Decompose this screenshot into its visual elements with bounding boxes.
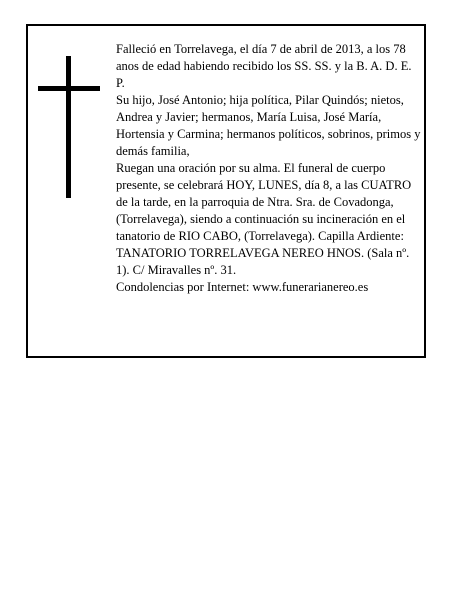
obituary-notice [26, 24, 426, 358]
condolences-line: Condolencias por Internet: www.funerarianereo.es [116, 280, 369, 294]
cross-icon [38, 56, 100, 198]
obituary-text [116, 41, 422, 296]
death-announcement: Falleció en Torrelavega, el día 7 de abril de 2013, a los 78 anos de edad habiendo recibido los SS. SS. y la B. A. D. E. P. [116, 42, 412, 90]
cross-horizontal-bar [38, 86, 100, 91]
family-list: Su hijo, José Antonio; hija política, Pilar Quindós; nietos, Andrea y Javier; hermanos, María Luisa, José María, Hortensia y Carmina; hermanos políticos, sobrinos, primos y demás familia, [116, 93, 421, 158]
cross-vertical-bar [66, 56, 71, 198]
funeral-details: Ruegan una oración por su alma. El funeral de cuerpo presente, se celebrará HOY, LUNES, día 8, a las CUATRO de la tarde, en la parroquia de Ntra. Sra. de Covadonga, (Torrelavega), siendo a continuación su incineración en el tanatorio de RIO CABO, (Torrelavega). Capilla Ardiente: TANATORIO TORRELAVEGA NEREO HNOS. (Sala nº. 1). C/ Miravalles nº. 31. [116, 161, 412, 277]
